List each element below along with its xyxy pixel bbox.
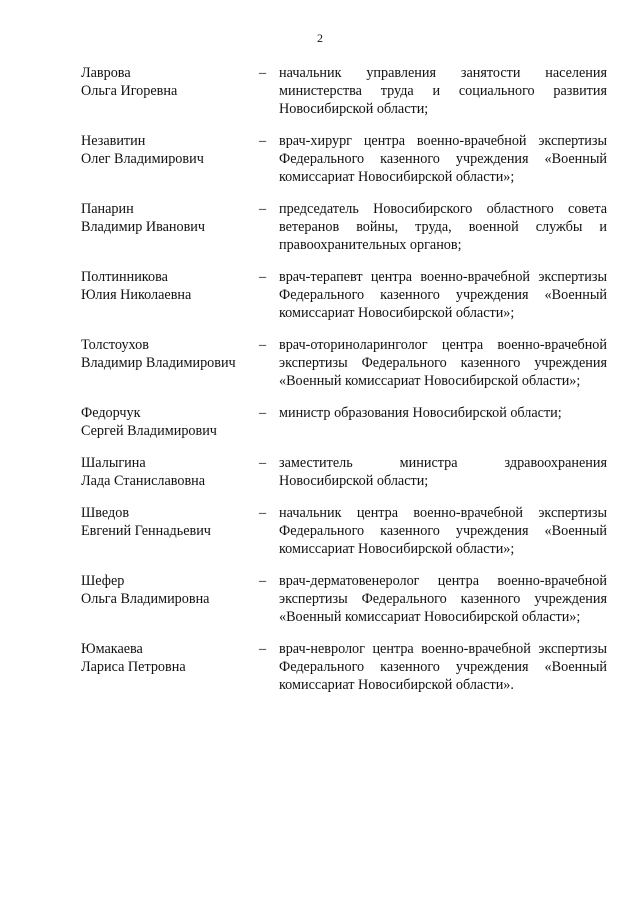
member-name: [81, 132, 259, 168]
list-item: [81, 132, 607, 186]
member-surname: Федорчук: [81, 405, 141, 421]
member-name: [81, 504, 259, 540]
member-given-names: Лариса Петровна: [81, 659, 186, 675]
member-surname: Панарин: [81, 201, 134, 217]
member-surname: Лаврова: [81, 65, 131, 81]
member-name: [81, 572, 259, 608]
list-item: [81, 200, 607, 254]
member-surname: Шалыгина: [81, 455, 146, 471]
member-given-names: Владимир Владимирович: [81, 355, 236, 371]
member-position: начальник центра военно-врачебной экспертизы Федерального казенного учреждения «Военный комиссариат Новосибирской области»;: [279, 505, 607, 557]
member-position: заместитель министра здравоохранения Новосибирской области;: [279, 455, 607, 489]
member-position: врач-невролог центра военно-врачебной экспертизы Федерального казенного учреждения «Военный комиссариат Новосибирской области».: [279, 641, 607, 693]
member-position: врач-терапевт центра военно-врачебной экспертизы Федерального казенного учреждения «Военный комиссариат Новосибирской области»;: [279, 269, 607, 321]
member-name: [81, 200, 259, 236]
member-name: [81, 454, 259, 490]
member-surname: Полтинникова: [81, 269, 168, 285]
member-surname: Незавитин: [81, 133, 146, 149]
list-item: [81, 268, 607, 322]
list-item: [81, 336, 607, 390]
dash-separator: –: [259, 505, 267, 521]
member-given-names: Владимир Иванович: [81, 219, 206, 235]
dash-separator: –: [259, 337, 267, 353]
list-item: [81, 640, 607, 694]
dash-separator: –: [259, 405, 267, 421]
dash-separator: –: [259, 65, 267, 81]
list-item: [81, 572, 607, 626]
list-item: [81, 64, 607, 118]
dash-separator: –: [259, 201, 267, 217]
member-given-names: Евгений Геннадьевич: [81, 523, 211, 539]
member-position: начальник управления занятости населения министерства труда и социального развития Новосибирской области;: [279, 65, 607, 117]
dash-separator: –: [259, 455, 267, 471]
member-position: председатель Новосибирского областного совета ветеранов войны, труда, военной службы и правоохранительных органов;: [279, 201, 607, 253]
member-position: врач-хирург центра военно-врачебной экспертизы Федерального казенного учреждения «Военный комиссариат Новосибирской области»;: [279, 133, 607, 185]
dash-separator: –: [259, 641, 267, 657]
member-name: [81, 640, 259, 676]
member-name: [81, 336, 259, 372]
member-surname: Шефер: [81, 573, 125, 589]
member-given-names: Ольга Владимировна: [81, 591, 210, 607]
member-surname: Юмакаева: [81, 641, 143, 657]
member-surname: Толстоухов: [81, 337, 149, 353]
member-given-names: Ольга Игоревна: [81, 83, 178, 99]
dash-separator: –: [259, 573, 267, 589]
list-item: [81, 504, 607, 558]
member-given-names: Юлия Николаевна: [81, 287, 192, 303]
member-position: врач-дерматовенеролог центра военно-врачебной экспертизы Федерального казенного учреждения «Военный комиссариат Новосибирской области»;: [279, 573, 607, 625]
member-position: министр образования Новосибирской области;: [279, 405, 562, 421]
dash-separator: –: [259, 269, 267, 285]
member-given-names: Олег Владимирович: [81, 151, 204, 167]
member-given-names: Лада Станиславовна: [81, 473, 206, 489]
member-name: [81, 64, 259, 100]
member-surname: Шведов: [81, 505, 130, 521]
page-number: 2: [317, 31, 323, 45]
dash-separator: –: [259, 133, 267, 149]
member-given-names: Сергей Владимирович: [81, 423, 217, 439]
list-item: [81, 454, 607, 490]
member-name: [81, 404, 259, 440]
list-item: [81, 404, 607, 440]
member-position: врач-оториноларинголог центра военно-врачебной экспертизы Федерального казенного учреждения «Военный комиссариат Новосибирской области»;: [279, 337, 607, 389]
member-list: [81, 64, 607, 708]
member-name: [81, 268, 259, 304]
